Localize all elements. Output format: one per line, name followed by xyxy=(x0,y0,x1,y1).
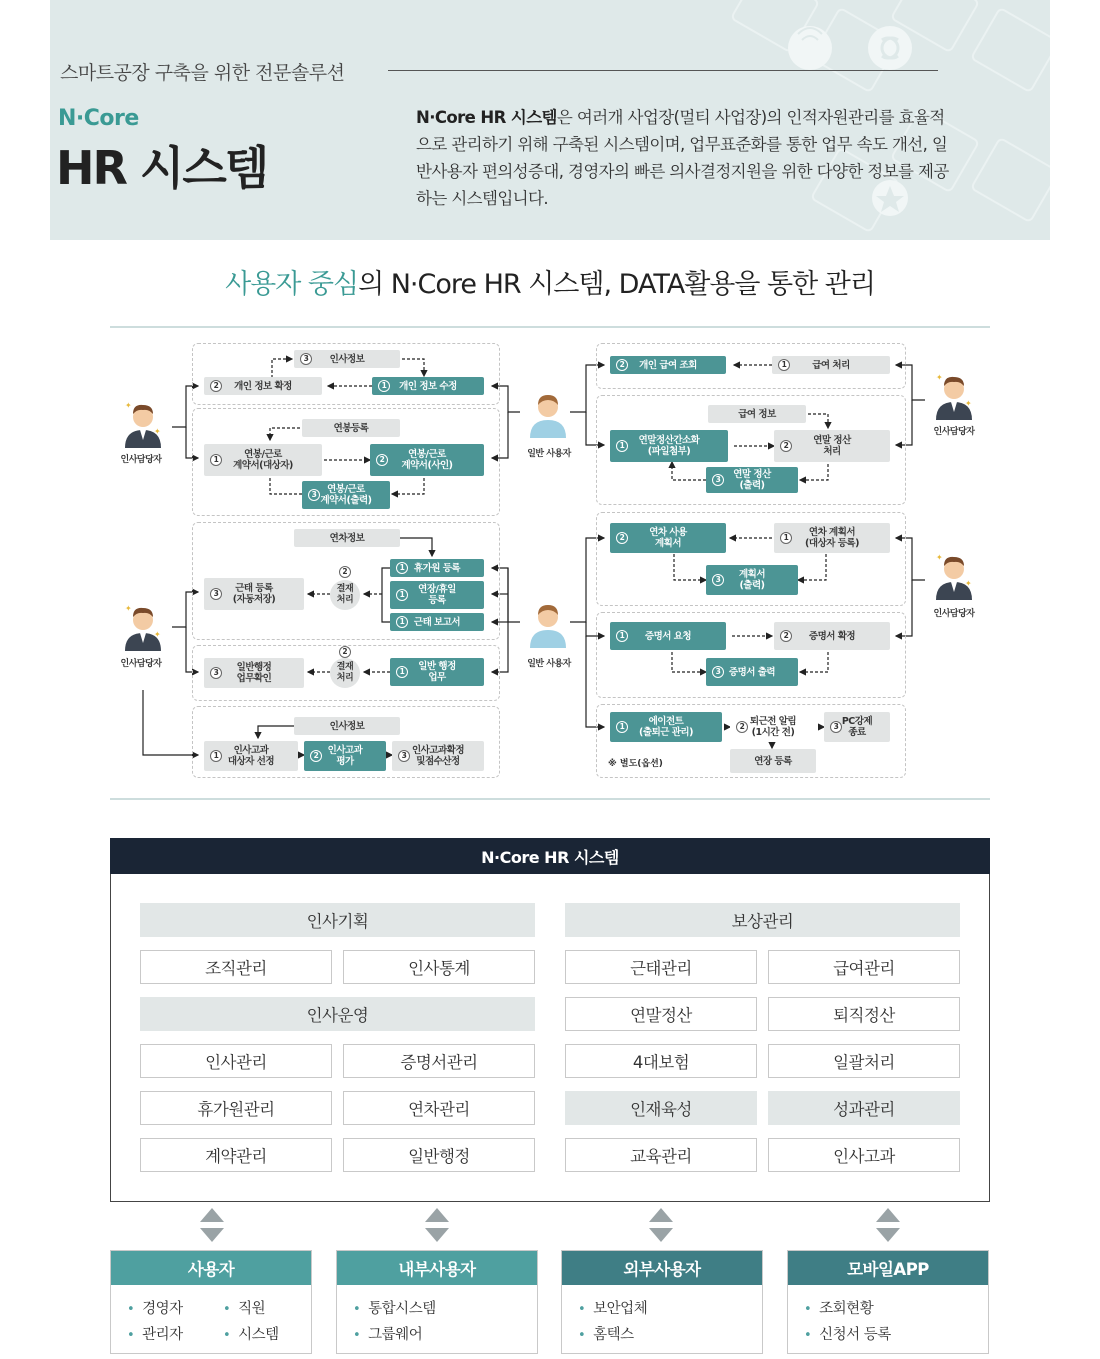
node-label: 급여 정보 xyxy=(738,408,776,420)
step-number: 2 xyxy=(780,440,792,452)
flow-node xyxy=(610,523,726,553)
step-number: 2 xyxy=(616,532,628,544)
module-item: 급여관리 xyxy=(768,950,960,984)
module-item: 일괄처리 xyxy=(768,1044,960,1078)
node-label: 근태 보고서 xyxy=(413,616,461,628)
step-number: 3 xyxy=(830,721,842,733)
flow-node xyxy=(706,565,798,595)
general-user-icon xyxy=(526,390,570,438)
role-label: 일반 사용자 xyxy=(527,449,571,459)
role-label: 인사담당자 xyxy=(120,455,162,465)
step-number: 2 xyxy=(339,646,351,658)
category-hr-planning: 인사기획 xyxy=(140,903,535,937)
step-number: 1 xyxy=(616,630,628,642)
step-number: 1 xyxy=(396,589,408,601)
svg-text:✦: ✦ xyxy=(125,401,132,410)
node-label: 증명서 요청 xyxy=(644,630,692,642)
flow-node xyxy=(204,658,304,688)
node-label: 연장 등록 xyxy=(754,755,792,767)
step-number: 2 xyxy=(616,359,628,371)
node-label: 에이전트 (출퇴근 관리) xyxy=(639,716,693,738)
step-number: 3 xyxy=(210,667,222,679)
flow-node xyxy=(370,444,484,476)
node-label: 증명서 출력 xyxy=(728,666,776,678)
node-label: 급여 처리 xyxy=(812,359,850,371)
module-item: 4대보험 xyxy=(565,1044,757,1078)
step-number: 1 xyxy=(396,616,408,628)
user-group-item: • 신청서 등록 xyxy=(804,1323,891,1344)
step-number: 2 xyxy=(339,566,351,578)
user-group-card xyxy=(110,1250,312,1354)
node-label: 연장/휴일 등록 xyxy=(418,584,456,606)
step-number: 3 xyxy=(210,588,222,600)
user-group-item: • 시스템 xyxy=(223,1323,279,1344)
step-number: 3 xyxy=(712,666,724,678)
flow-node xyxy=(390,658,484,686)
flow-node xyxy=(774,622,890,650)
module-item: 인사관리 xyxy=(140,1044,332,1078)
step-number: 3 xyxy=(308,489,320,501)
module-panel-title: N·Core HR 시스템 xyxy=(110,838,990,874)
node-label: 일반행정 업무확인 xyxy=(236,662,272,684)
step-number: 3 xyxy=(300,353,312,365)
node-label: 연말 정산 (출력) xyxy=(733,469,771,491)
tagline: 스마트공장 구축을 위한 전문솔루션 xyxy=(60,62,345,84)
category-hr-operations: 인사운영 xyxy=(140,997,535,1031)
user-group-card xyxy=(561,1250,763,1354)
module-item: 성과관리 xyxy=(768,1091,960,1125)
node-label: 개인 정보 확정 xyxy=(234,380,292,392)
hr-manager-icon xyxy=(121,400,165,448)
node-label: 개인 급여 조회 xyxy=(639,359,697,371)
module-item: 교육관리 xyxy=(565,1138,757,1172)
flow-node xyxy=(302,419,400,437)
page-title: HR 시스템 xyxy=(56,141,268,195)
node-label: 연말정산간소화 (파일첨부) xyxy=(638,435,700,457)
flow-node xyxy=(294,717,400,735)
node-label: 휴가원 등록 xyxy=(413,562,461,574)
flow-node xyxy=(824,712,890,742)
node-label: 연봉/근로 계약서(사인) xyxy=(401,449,453,471)
step-number: 2 xyxy=(210,380,222,392)
node-label: 일반 행정 업무 xyxy=(418,661,456,683)
role-label: 일반 사용자 xyxy=(527,659,571,669)
flow-node xyxy=(302,481,390,509)
module-item: 인사고과 xyxy=(768,1138,960,1172)
step-number: 2 xyxy=(376,454,388,466)
step-number: 3 xyxy=(398,750,410,762)
step-number: 2 xyxy=(736,721,748,733)
desc-text: 은 여러개 사업장(멀티 사업장)의 인적자원관리를 효율적으로 관리하기 위해 구축된 시스템이며, 업무표준화를 통한 업무 속도 개선, 일반사용자 편의성증대, 경영자의 빠른 의사결정지원을 위한 다양한 정보를 제공하는 시스템입니다. xyxy=(416,108,949,208)
module-item: 조직관리 xyxy=(140,950,332,984)
svg-text:✦: ✦ xyxy=(936,373,943,382)
node-label: 퇴근전 알림 (1시간 전) xyxy=(749,716,797,738)
desc-product: N·Core HR 시스템 xyxy=(416,108,557,127)
flow-node xyxy=(204,377,322,395)
node-label: 연봉/근로 계약서(대상자) xyxy=(233,449,293,471)
flow-node xyxy=(610,430,728,462)
module-item: 연말정산 xyxy=(565,997,757,1031)
flow-node xyxy=(730,749,816,773)
user-group-item: • 관리자 xyxy=(127,1323,183,1344)
module-item: 일반행정 xyxy=(343,1138,535,1172)
svg-text:✦: ✦ xyxy=(154,427,161,436)
node-label: 연차정보 xyxy=(329,532,365,544)
svg-text:✦: ✦ xyxy=(936,553,943,562)
node-label: 인사고과 평가 xyxy=(327,745,363,767)
user-group-card xyxy=(787,1250,989,1354)
node-label: 연차 계획서 (대상자 등록) xyxy=(805,527,859,549)
section-title-rest: 의 N·Core HR 시스템, DATA활용을 통한 관리 xyxy=(358,269,875,300)
svg-text:✦: ✦ xyxy=(965,579,972,588)
svg-text:✦: ✦ xyxy=(154,630,161,639)
user-group-item: • 조회현황 xyxy=(804,1297,873,1318)
module-item: 계약관리 xyxy=(140,1138,332,1172)
section-title-highlight: 사용자 중심 xyxy=(225,269,359,300)
user-group-item: • 그룹웨어 xyxy=(353,1323,422,1344)
hr-manager-icon xyxy=(932,372,976,420)
node-label: 연봉등록 xyxy=(333,422,369,434)
brand-small: N·Core xyxy=(58,106,139,131)
step-number: 2 xyxy=(310,750,322,762)
step-number: 1 xyxy=(616,721,628,733)
flow-node xyxy=(390,559,484,577)
step-number: 1 xyxy=(396,562,408,574)
flow-node xyxy=(372,377,484,395)
bidirectional-arrow-icon xyxy=(200,1208,224,1242)
flow-node xyxy=(392,741,484,771)
step-number: 2 xyxy=(780,630,792,642)
category-compensation: 보상관리 xyxy=(565,903,960,937)
module-item: 증명서관리 xyxy=(343,1044,535,1078)
node-label: 개인 정보 수정 xyxy=(399,380,457,392)
hr-manager-icon xyxy=(121,603,165,651)
user-group-item: • 직원 xyxy=(223,1297,265,1318)
step-number: 1 xyxy=(616,440,628,452)
user-group-title: 사용자 xyxy=(111,1251,311,1285)
flow-node xyxy=(390,613,484,631)
step-number: 1 xyxy=(210,750,222,762)
node-label: 인사고과 대상자 선정 xyxy=(227,745,275,767)
node-label: 연차 사용 계획서 xyxy=(649,527,687,549)
node-label: 연봉/근로 계약서(출력) xyxy=(320,484,372,506)
hr-manager-icon xyxy=(932,552,976,600)
role-label: 인사담당자 xyxy=(933,609,975,619)
node-label: 인사정보 xyxy=(329,720,365,732)
flow-node xyxy=(204,444,322,476)
flow-node xyxy=(706,467,798,493)
step-number: 1 xyxy=(396,666,408,678)
node-label: 근태 등록 (자동저장) xyxy=(232,583,276,605)
approval-node: 결재 처리 xyxy=(330,580,360,610)
step-number: 1 xyxy=(210,454,222,466)
flow-node xyxy=(294,350,400,368)
user-group-item: • 홈텍스 xyxy=(578,1323,634,1344)
flow-node xyxy=(610,622,726,650)
user-group-card xyxy=(336,1250,538,1354)
flow-node xyxy=(204,578,304,610)
user-group-item: • 보안업체 xyxy=(578,1297,647,1318)
user-group-item: • 경영자 xyxy=(127,1297,183,1318)
flow-node xyxy=(706,658,798,686)
option-note: ※ 별도(옵션) xyxy=(608,759,663,769)
flow-node xyxy=(390,581,484,609)
user-group-title: 내부사용자 xyxy=(337,1251,537,1285)
general-user-icon xyxy=(526,600,570,648)
flow-node xyxy=(774,523,890,553)
step-number: 3 xyxy=(712,574,724,586)
flow-node xyxy=(304,741,386,771)
node-label: 연말 정산 처리 xyxy=(813,435,851,457)
user-group-item: • 통합시스템 xyxy=(353,1297,436,1318)
module-item: 퇴직정산 xyxy=(768,997,960,1031)
flow-node xyxy=(610,712,722,742)
svg-text:✦: ✦ xyxy=(965,399,972,408)
module-item: 인재육성 xyxy=(565,1091,757,1125)
flow-node xyxy=(730,712,816,742)
flow-node xyxy=(708,405,806,423)
bidirectional-arrow-icon xyxy=(649,1208,673,1242)
bidirectional-arrow-icon xyxy=(876,1208,900,1242)
approval-node: 결재 처리 xyxy=(330,658,360,688)
node-label: PC강제 종료 xyxy=(841,716,873,738)
step-number: 3 xyxy=(712,474,724,486)
node-label: 증명서 확정 xyxy=(808,630,856,642)
module-item: 근태관리 xyxy=(565,950,757,984)
flow-node xyxy=(204,741,298,771)
user-group-title: 외부사용자 xyxy=(562,1251,762,1285)
user-group-title: 모바일APP xyxy=(788,1251,988,1285)
step-number: 1 xyxy=(378,380,390,392)
node-label: 인사정보 xyxy=(329,353,365,365)
module-item: 인사통계 xyxy=(343,950,535,984)
module-item: 휴가원관리 xyxy=(140,1091,332,1125)
flow-node xyxy=(774,430,890,462)
svg-text:✦: ✦ xyxy=(125,604,132,613)
step-number: 1 xyxy=(778,359,790,371)
role-label: 인사담당자 xyxy=(120,659,162,669)
step-number: 1 xyxy=(780,532,792,544)
flow-node xyxy=(294,529,400,547)
node-label: 인사고과확정 및점수산정 xyxy=(411,745,465,767)
flow-node xyxy=(772,356,890,374)
role-label: 인사담당자 xyxy=(933,427,975,437)
flow-node xyxy=(610,356,726,374)
node-label: 계획서 (출력) xyxy=(738,569,766,591)
module-item: 연차관리 xyxy=(343,1091,535,1125)
bidirectional-arrow-icon xyxy=(425,1208,449,1242)
